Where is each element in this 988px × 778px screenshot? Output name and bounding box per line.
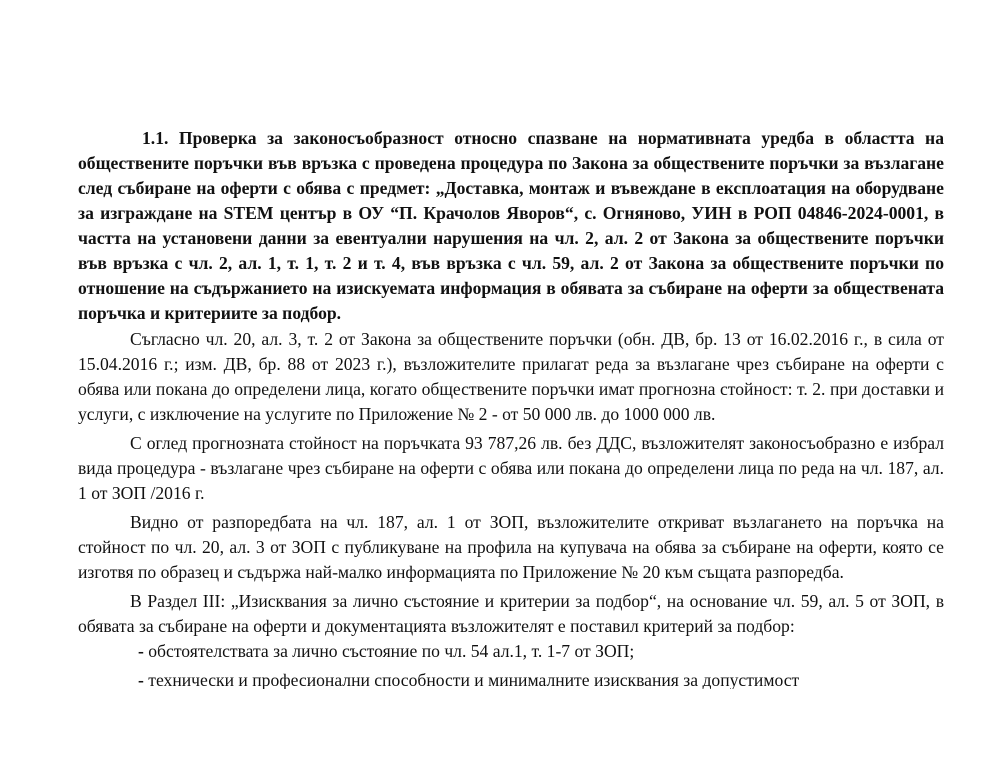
list-item — [78, 668, 944, 689]
bullet-dash: - — [138, 670, 144, 689]
paragraph: Съгласно чл. 20, ал. 3, т. 2 от Закона за обществените поръчки (обн. ДВ, бр. 13 от 16.02.2016 г., в сила от 15.04.2016 г.; изм. ДВ, бр. 88 от 2023 г.), възложителите прилагат реда за възлагане чрез събиране на оферти с обява или покана до определени лица, когато обществените поръчки имат прогнозна стойност: т. 2. при доставки и услуги, с изключение на услугите по Приложение № 2 - от 50 000 лв. до 1000 000 лв. — [78, 329, 944, 424]
document-page — [78, 126, 944, 693]
paragraph: В Раздел III: „Изисквания за лично състояние и критерии за подбор“, на основание чл. 59, ал. 5 от ЗОП, в обявата за събиране на оферти и документацията възложителят е поставил критерий за подбор: — [78, 591, 944, 636]
section-heading: 1.1. Проверка за законосъобразност относно спазване на нормативната уредба в областта на обществените поръчки във връзка с проведена процедура по Закона за обществените поръчки за възлагане след събиране на оферти с обява с предмет: „Доставка, монтаж и въвеждане в експлоатация на оборудване за изграждане на STEM център в ОУ “П. Крачолов Яворов“, с. Огняново, УИН в РОП 04846-2024-0001, в частта на установени данни за евентуални нарушения на чл. 2, ал. 2 от Закона за обществените поръчки във връзка с чл. 2, ал. 1, т. 1, т. 2 и т. 4, във връзка с чл. 59, ал. 2 от Закона за обществените поръчки по отношение на съдържанието на изискуемата информация в обявата за събиране на оферти за обществената поръчка и критериите за подбор. — [78, 128, 944, 323]
paragraph: Видно от разпоредбата на чл. 187, ал. 1 от ЗОП, възложителите откриват възлагането на поръчка на стойност по чл. 20, ал. 3 от ЗОП с публикуване на профила на купувача на обява за събиране на оферти, която се изготвя по образец и съдържа най-малко информацията по Приложение № 20 към същата разпоредба. — [78, 512, 944, 582]
list-item-text: технически и професионални способности и минималните изисквания за допустимост — [143, 670, 800, 689]
bullet-dash: - — [138, 641, 144, 661]
paragraph: С оглед прогнозната стойност на поръчката 93 787,26 лв. без ДДС, възложителят законосъобразно е избрал вида процедура - възлагане чрез събиране на оферти с обява или покана до определени лица по реда на чл. 187, ал. 1 от ЗОП /2016 г. — [78, 433, 944, 503]
list-item — [78, 639, 944, 664]
list-item-text: обстоятелствата за лично състояние по чл. 54 ал.1, т. 1-7 от ЗОП; — [143, 641, 635, 661]
